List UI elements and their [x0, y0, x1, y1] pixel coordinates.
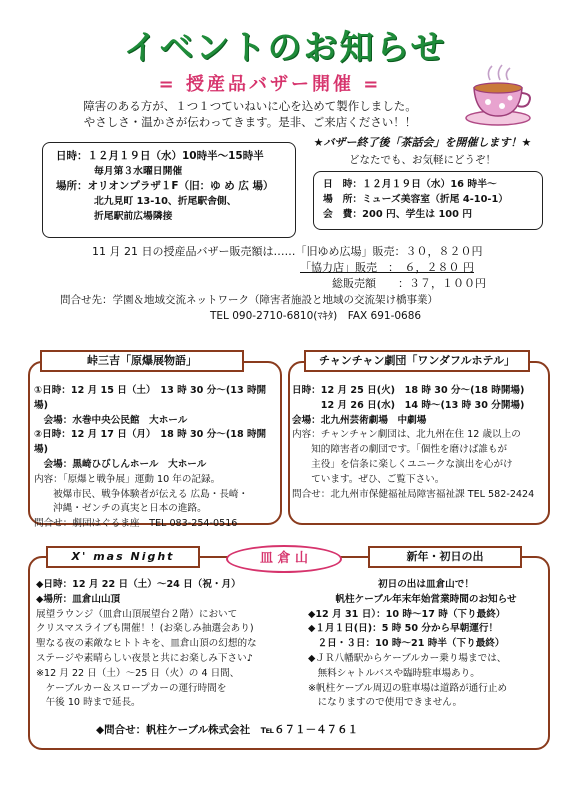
xmas-line: ※12 月 22 日（土）～25 日（火）の 4 日間、: [36, 667, 240, 679]
panel-line: 内容：チャンチャン劇団は、北九州在住 12 歳以上の: [292, 429, 521, 441]
panel-body: [34, 384, 280, 532]
panel-line: 12 月 26 日(水) 14 時～(13 時 30 分開場): [292, 399, 525, 411]
tea-headline: ★バザー終了後「茶話会」を開催します！★: [313, 136, 532, 149]
sunrise-body: [308, 578, 544, 711]
panel-line: ②日時：12 月 17 日（月） 18 時 30 分～(18 時開場): [34, 429, 267, 456]
bazaar-text: [56, 149, 292, 224]
sales-line: 11 月 21 日の授産品バザー販売額は‥‥‥「旧ゆめ広場」販売：３０，８２０円: [92, 245, 483, 258]
panel-line: 主役」を信条に楽しくユニークな演出を心がけ: [292, 458, 513, 470]
page-title: イベントのお知らせ: [123, 28, 447, 68]
bazaar-address: 折尾駅前広場隣接: [94, 211, 173, 222]
contact-line: 問合せ先：学園＆地域交流ネットワーク（障害者施設と地域の交流架け橋事業）: [60, 294, 438, 306]
page-subtitle: = 授産品バザー開催 =: [158, 74, 382, 95]
sales-total: 総販売額 ：３７，１００円: [332, 277, 486, 290]
xmas-line: ケーブルカー＆スロープカーの運行時間を: [36, 682, 227, 694]
bazaar-place: 場所：オリオンプラザ１F（旧：ゆ め 広 場）: [56, 180, 274, 192]
panel-line: 被爆市民、戦争体験者が伝える 広島・長崎・: [34, 488, 249, 500]
sunrise-line: ◆１月１日(日)：5 時 50 分から早朝運行！: [308, 623, 499, 635]
tea-date: 日 時：１２月１９日（水）16 時半～: [323, 179, 497, 190]
panel-line: 会場：水巻中央公民館 大ホール: [34, 414, 188, 426]
sunrise-line: 初日の出は皿倉山で！: [378, 579, 474, 590]
panel-header: チャンチャン劇団「ワンダフルホテル」: [304, 350, 530, 372]
xmas-body: [36, 578, 306, 711]
panel-line: 問合せ：北九州市保健福祉局障害福祉課 TEL 582-2424: [292, 488, 535, 500]
panel-body: [292, 384, 548, 502]
bazaar-address: 北九見町 13-10、折尾駅舎側、: [94, 196, 237, 207]
panel-line: 会場：黒崎ひびしんホール 大ホール: [34, 458, 207, 470]
contact-line: TEL 090-2710-6810(ﾏｷﾀ) FAX 691-0686: [210, 310, 422, 322]
sunrise-line: 無料シャトルバスや臨時駐車場あり。: [308, 667, 480, 679]
panel-line: 沖縄・ゼンチの真実と日本の進路。: [34, 503, 207, 515]
intro-line: やさしさ・温かさが伝わってきます。是非、ご来店ください！！: [83, 115, 417, 129]
tea-place: 場 所：ミューズ美容室（折尾 4-10-1）: [323, 194, 509, 205]
bazaar-date: 日時：１２月１９日（水）10時半～15時半: [56, 150, 264, 162]
panel-line: ています。ぜひ、ご覧下さい。: [292, 473, 445, 485]
panel-header: 峠三吉「原爆展物語」: [40, 350, 244, 372]
xmas-line: 午後 10 時まで延長。: [36, 697, 141, 709]
teacup-icon: [458, 60, 538, 128]
panel-line: ①日時：12 月 15 日（土） 13 時 30 分～(13 時開場): [34, 385, 267, 411]
intro-text: [40, 98, 460, 130]
sunrise-header: 新年・初日の出: [368, 546, 522, 568]
tea-subtitle: どなたでも、お気軽にどうぞ！: [349, 154, 496, 166]
tea-fee: 会 費：200 円、学生は 100 円: [323, 209, 473, 220]
xmas-line: 展望ラウンジ（皿倉山頂展望台２階）において: [36, 608, 238, 620]
panel-line: 会場：北九州芸術劇場 中劇場: [292, 414, 427, 426]
panel-line: 内容：「原爆と戦争展」運動 10 年の記録。: [34, 473, 221, 485]
sunrise-line: 帆柱ケーブル年末年始営業時間のお知らせ: [335, 593, 517, 605]
sunrise-line: になりますので使用できません。: [308, 697, 463, 709]
xmas-line: ◆日時：12 月 22 日（土）～24 日（祝・月）: [36, 579, 241, 590]
sales-line: 「協力店」販売 ： ６，２８０ 円: [300, 261, 474, 274]
bottom-contact: ◆問合せ：帆柱ケーブル株式会社 ℡６７１－４７６１: [96, 724, 359, 736]
sunrise-line: ※帆柱ケーブル周辺の駐車場は道路が通行止め: [308, 682, 508, 694]
xmas-line: ◆場所：皿倉山山頂: [36, 593, 121, 605]
xmas-header: X' mas Night: [46, 546, 200, 568]
sunrise-line: ◆ＪＲ八幡駅からケーブルカー乗り場までは、: [308, 652, 507, 664]
contact-info: [60, 292, 520, 324]
panel-line: 知的障害者の劇団です。「個性を磨けば誰もが: [292, 444, 508, 456]
sunrise-line: ◆12 月 31 日）：10 時～17 時（下り最終）: [308, 608, 506, 620]
tea-info: [323, 177, 541, 222]
xmas-line: ステージや素晴らしい夜景と共にお楽しみ下さい♪: [36, 652, 253, 664]
xmas-line: クリスマスライブも開催！！(お楽しみ抽選会あり): [36, 623, 254, 635]
panel-line: 日時：12 月 25 日(火) 18 時 30 分～(18 時開場): [292, 385, 525, 396]
bazaar-monthly: 毎月第３水曜日開催: [94, 166, 183, 177]
intro-line: 障害のある方が、１つ１つていねいに心を込めて製作しました。: [83, 99, 417, 113]
xmas-line: 聖なる夜の素敵なヒトトキを、皿倉山頂の幻想的な: [36, 638, 257, 650]
panel-line: 問合せ：劇団はぐるま座 TEL 083-254-0516: [34, 518, 238, 530]
mountain-oval: 皿 倉 山: [226, 545, 342, 573]
sunrise-line: ２日・３日：10 時～21 時半（下り最終）: [308, 638, 505, 650]
